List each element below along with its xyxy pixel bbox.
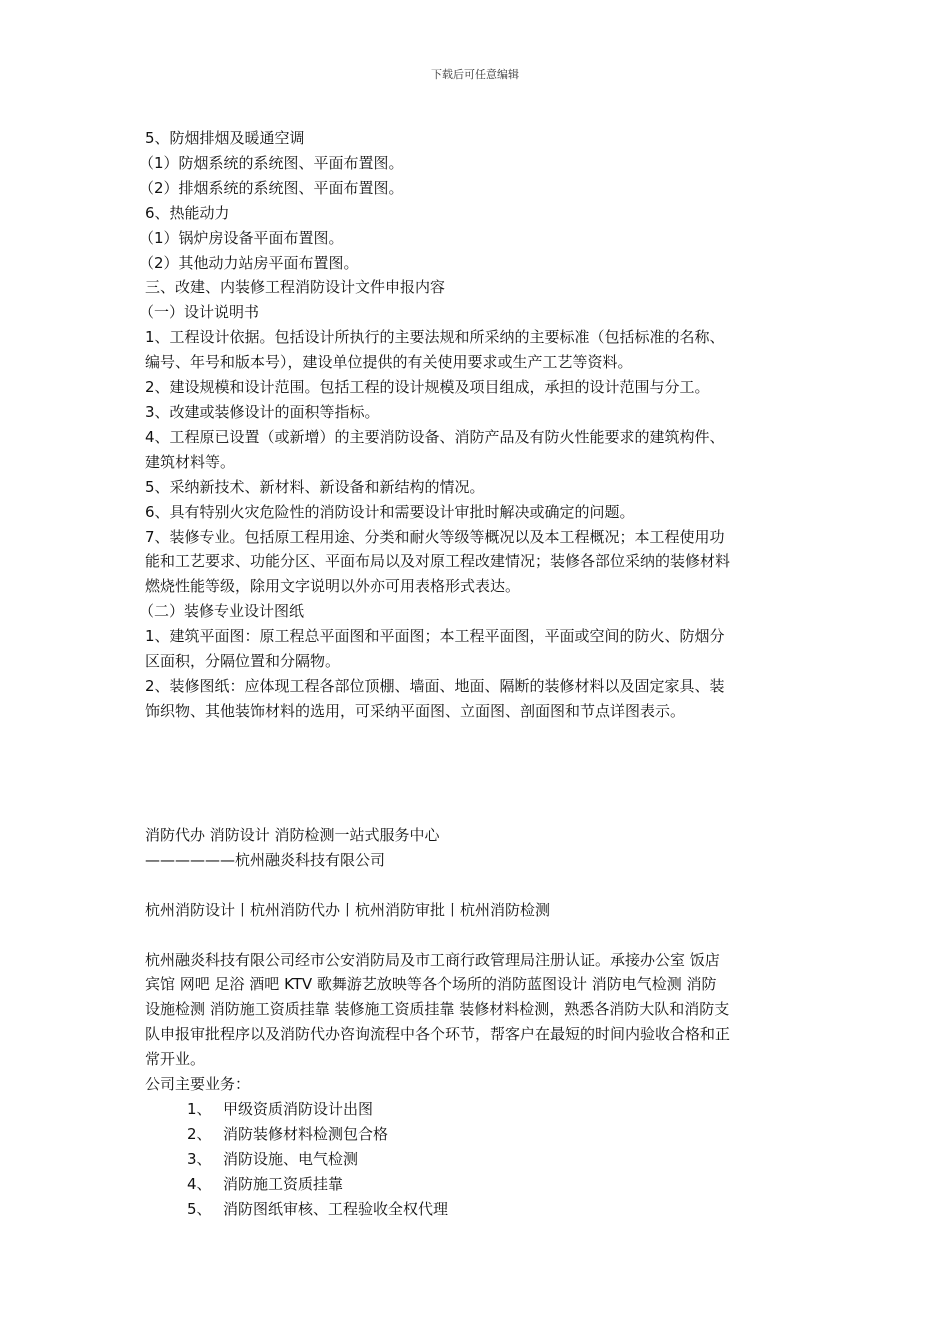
- subsection-heading: （一）设计说明书: [139, 303, 260, 322]
- business-item: [145, 1097, 815, 1122]
- business-item-text: 消防施工资质挂靠: [223, 1174, 344, 1193]
- business-item-text: 甲级资质消防设计出图: [223, 1099, 374, 1118]
- business-item-text: 消防图纸审核、工程验收全权代理: [223, 1199, 449, 1218]
- business-item-number: 2、: [187, 1124, 212, 1143]
- body-line: 建筑材料等。: [145, 452, 236, 471]
- section-heading: 三、改建、内装修工程消防设计文件申报内容: [145, 278, 446, 297]
- page-header: 下载后可任意编辑: [431, 68, 519, 81]
- body-line: 3、改建或装修设计的面积等指标。: [145, 402, 380, 421]
- spacer: [145, 923, 815, 948]
- business-item-text: 消防装修材料检测包合格: [223, 1124, 389, 1143]
- body-line: 燃烧性能等级，除用文字说明以外亦可用表格形式表达。: [145, 577, 521, 596]
- business-item-number: 3、: [187, 1149, 212, 1168]
- business-item: [145, 1147, 815, 1172]
- business-item-number: 5、: [187, 1199, 212, 1218]
- body-line: 饰织物、其他装饰材料的选用，可采纳平面图、立面图、剖面图和节点详图表示。: [145, 701, 686, 720]
- body-line: 4、工程原已设置（或新增）的主要消防设备、消防产品及有防火性能要求的建筑构件、: [145, 427, 725, 446]
- promo-company-line: ——————杭州融炎科技有限公司: [145, 850, 386, 869]
- document-body: [139, 126, 815, 724]
- promo-intro-line: 宾馆 网吧 足浴 酒吧 KTV 歌舞游艺放映等各个场所的消防蓝图设计 消防电气检测 消防: [145, 975, 717, 994]
- body-line: 6、热能动力: [145, 203, 230, 222]
- promo-intro-line: 常开业。: [145, 1050, 206, 1069]
- business-item-number: 4、: [187, 1174, 212, 1193]
- body-line: 5、防烟排烟及暖通空调: [145, 129, 305, 147]
- spacer: [145, 873, 815, 898]
- body-line: 区面积，分隔位置和分隔物。: [145, 652, 341, 671]
- promo-intro-line: 队申报审批程序以及消防代办咨询流程中各个环节，帮客户在最短的时间内验收合格和正: [145, 1025, 731, 1044]
- body-line: （2）排烟系统的系统图、平面布置图。: [139, 178, 404, 197]
- business-item-number: 1、: [187, 1099, 212, 1118]
- body-line: （1）锅炉房设备平面布置图。: [139, 228, 344, 247]
- body-line: 2、装修图纸：应体现工程各部位顶棚、墙面、地面、隔断的装修材料以及固定家具、装: [145, 676, 725, 695]
- promo-intro-line: 设施检测 消防施工资质挂靠 装修施工资质挂靠 装修材料检测，熟悉各消防大队和消防支: [145, 1000, 730, 1019]
- body-line: 编号、年号和版本号），建设单位提供的有关使用要求或生产工艺等资料。: [145, 353, 633, 372]
- body-line: 1、工程设计依据。包括设计所执行的主要法规和所采纳的主要标准（包括标准的名称、: [145, 328, 725, 347]
- business-item-text: 消防设施、电气检测: [223, 1149, 359, 1168]
- body-line: 6、具有特别火灾危险性的消防设计和需要设计审批时解决或确定的问题。: [145, 502, 635, 521]
- subsection-heading: （二）装修专业设计图纸: [139, 602, 305, 621]
- business-heading: 公司主要业务：: [145, 1075, 251, 1094]
- promo-tagline: 消防代办 消防设计 消防检测一站式服务中心: [145, 826, 440, 844]
- body-line: 5、采纳新技术、新材料、新设备和新结构的情况。: [145, 477, 485, 496]
- body-line: 7、装修专业。包括原工程用途、分类和耐火等级等概况以及本工程概况；本工程使用功: [145, 527, 725, 546]
- promo-services-line: 杭州消防设计丨杭州消防代办丨杭州消防审批丨杭州消防检测: [145, 900, 551, 919]
- body-line: 1、建筑平面图：原工程总平面图和平面图；本工程平面图，平面或空间的防火、防烟分: [145, 627, 725, 646]
- business-item: [145, 1122, 815, 1147]
- body-line: 2、建设规模和设计范围。包括工程的设计规模及项目组成，承担的设计范围与分工。: [145, 378, 710, 397]
- business-item: [145, 1197, 815, 1222]
- business-item: [145, 1172, 815, 1197]
- body-line: （1）防烟系统的系统图、平面布置图。: [139, 153, 404, 172]
- promo-intro-line: 杭州融炎科技有限公司经市公安消防局及市工商行政管理局注册认证。承接办公室 饭店: [145, 950, 720, 969]
- promo-section: [145, 823, 815, 1221]
- body-line: 能和工艺要求、功能分区、平面布局以及对原工程改建情况；装修各部位采纳的装修材料: [145, 552, 731, 571]
- body-line: （2）其他动力站房平面布置图。: [139, 253, 359, 272]
